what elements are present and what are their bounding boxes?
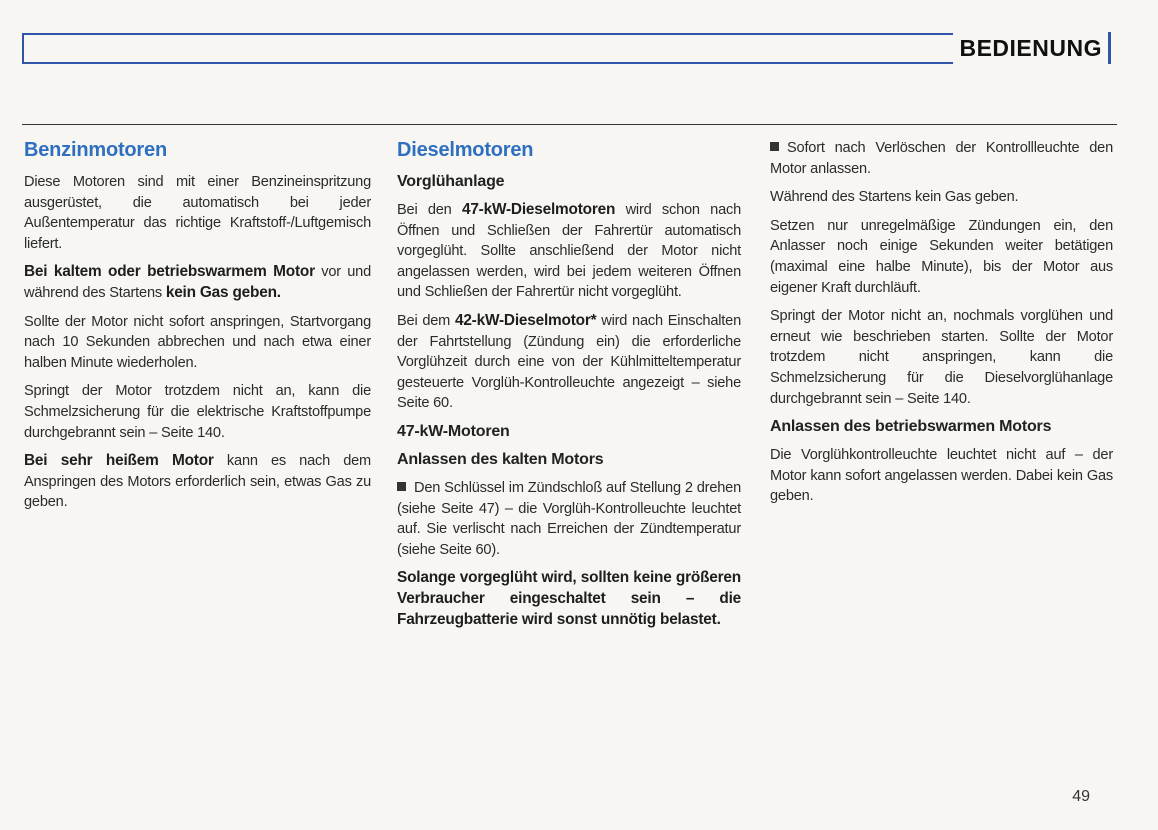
paragraph-intro: Diese Motoren sind mit einer Benzineinspritzung ausgerüstet, die automatisch bei jeder Außentemperatur das richtige Kraftstoff-/Luftgemisch liefert.: [24, 174, 371, 252]
paragraph-preheat-again: Springt der Motor nicht an, nochmals vorglühen und erneut wie beschrieben starten. Sollte der Motor trotzdem nicht anspringen, kann die Schmelzsicherung für die Dieselvorglühanlage durchgebrannt sein – Seite 140.: [770, 308, 1113, 407]
emphasis-cold-engine: Bei kaltem oder betriebswarmem Motor: [24, 263, 315, 281]
text-hot-engine: kann es nach dem Anspringen des Motors erforderlich sein, etwas Gas zu geben.: [24, 453, 371, 511]
paragraph-42kw-preheat: [397, 311, 741, 414]
paragraph-warning-consumers: Solange vorgeglüht wird, sollten keine größeren Verbraucher eingeschaltet sein – die Fahrzeugbatterie wird sonst unnötig belastet.: [397, 569, 741, 628]
paragraph-hot-engine: [24, 451, 371, 513]
emphasis-hot-engine: Bei sehr heißem Motor: [24, 452, 214, 470]
heading-benzinmotoren: Benzinmotoren: [24, 139, 167, 161]
header-frame: [22, 33, 1108, 64]
paragraph-key-position: [397, 478, 741, 560]
emphasis-no-gas: kein Gas geben.: [165, 283, 281, 301]
paragraph-no-gas: Während des Startens kein Gas geben.: [770, 189, 1019, 206]
paragraph-start-after-light: [770, 138, 1113, 179]
text-42kw-body: wird nach Einschalten der Fahrtstellung (Zündung ein) die erforderliche Vorglühzeit durch eine von der Kühlmitteltemperatur gesteuerte Vorglüh-Kontrolleuchte angezeigt – siehe Seite 60.: [397, 312, 741, 412]
bullet-square-icon: [397, 482, 406, 491]
column-diesel-continued: [770, 138, 1113, 515]
emphasis-47kw: 47-kW-Dieselmotoren: [461, 201, 616, 218]
text-47kw-lead: Bei den: [397, 202, 462, 218]
subheading-47kw-motoren: 47-kW-Motoren: [397, 422, 510, 440]
page-number: 49: [1072, 788, 1090, 805]
column-diesel: [397, 138, 741, 638]
text-42kw-lead: Bei dem: [397, 312, 455, 329]
divider-rule: [22, 124, 1117, 125]
subheading-vorgluehanlage: Vorglühanlage: [397, 173, 505, 190]
paragraph-47kw-preheat: [397, 200, 741, 303]
text-before-starting: vor und während des Startens: [24, 264, 371, 301]
paragraph-fuse: Springt der Motor trotzdem nicht an, kann die Schmelzsicherung für die elektrische Kraftstoffpumpe durchgebrannt sein – Seite 140.: [24, 383, 371, 441]
heading-dieselmotoren: Dieselmotoren: [397, 139, 534, 161]
column-benzin: [24, 138, 371, 521]
bullet-square-icon: [770, 142, 779, 151]
paragraph-cold-engine: [24, 262, 371, 303]
section-title: BEDIENUNG: [953, 32, 1108, 64]
text-start-after-light: Sofort nach Verlöschen der Kontrollleuchte den Motor anlassen.: [770, 140, 1113, 177]
emphasis-42kw: 42-kW-Dieselmotor*: [454, 311, 597, 329]
text-key-position: Den Schlüssel im Zündschloß auf Stellung 2 drehen (siehe Seite 47) – die Vorglüh-Kontrolleuchte leuchtet auf. Sie verlischt nach Erreichen der Zündtemperatur (siehe Seite 60).: [397, 479, 741, 558]
subheading-cold-start: Anlassen des kalten Motors: [397, 450, 604, 468]
text-47kw-body: wird schon nach Öffnen und Schließen der Fahrertür automatisch vorgeglüht. Sollte anschließend der Motor nicht angelassen werden, wird bei jedem weiteren Öffnen und Schließen der Fahrertür nicht vorgeglüht.: [397, 202, 742, 301]
paragraph-irregular-ignition: Setzen nur unregelmäßige Zündungen ein, den Anlasser noch einige Sekunden weiter betätigen (maximal eine halbe Minute), bis der Motor aus eigener Kraft durchläuft.: [770, 217, 1113, 296]
subheading-warm-start: Anlassen des betriebswarmen Motors: [770, 418, 1052, 436]
paragraph-warm-start: Die Vorglühkontrolleuchte leuchtet nicht auf – der Motor kann sofort angelassen werden. Dabei kein Gas geben.: [770, 447, 1113, 505]
paragraph-restart: Sollte der Motor nicht sofort anspringen, Startvorgang nach 10 Sekunden abbrechen und nach etwa einer halben Minute wiederholen.: [24, 313, 371, 371]
